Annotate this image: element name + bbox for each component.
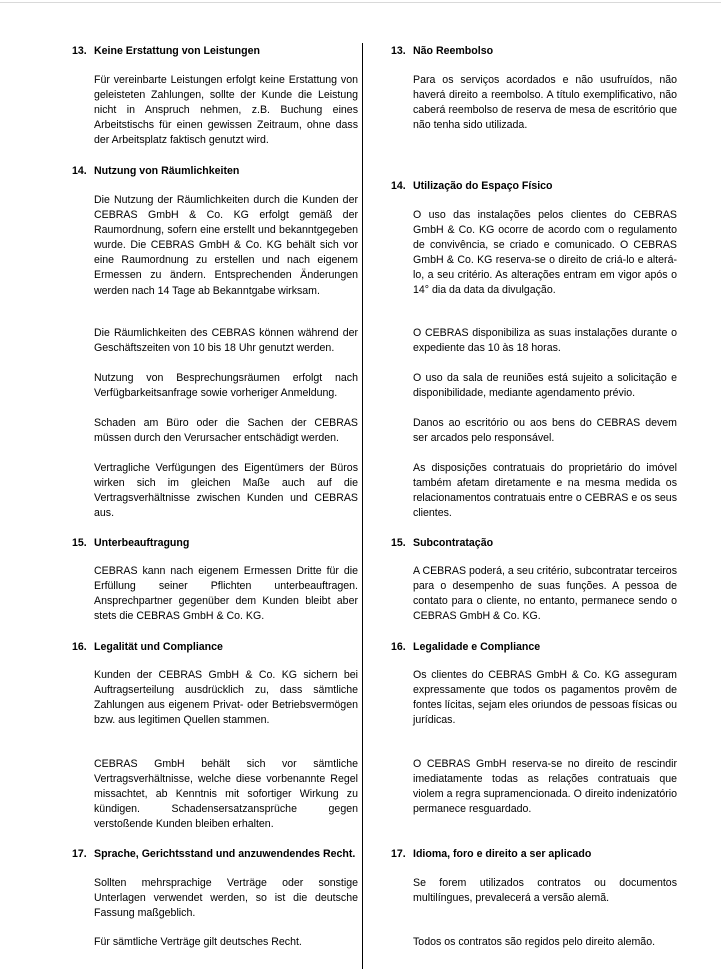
paragraph-17-de-1: Sollten mehrsprachige Verträge oder sonstige Unterlagen verwendet werden, so ist die deutsche Fassung maßgeblich. <box>94 877 358 920</box>
section-number: 17. <box>72 848 87 860</box>
section-title: Subcontratação <box>413 537 494 549</box>
section-number: 13. <box>391 45 406 57</box>
paragraph-14-de-4: Schaden am Büro oder die Sachen der CEBRAS müssen durch den Verursacher entschädigt werden. <box>94 417 358 445</box>
section-number: 13. <box>72 45 87 57</box>
section-number: 14. <box>72 165 87 177</box>
paragraph-14-pt-4: Danos ao escritório ou aos bens do CEBRAS devem ser arcados pelo responsável. <box>413 417 677 445</box>
section-number: 16. <box>72 641 87 653</box>
section-heading-17-de <box>72 848 358 861</box>
section-heading-15-pt <box>391 537 677 550</box>
paragraph-13-de-1: Für vereinbarte Leistungen erfolgt keine Erstattung von geleisteten Zahlungen, sollte der Kunde die Leistung nicht in Anspruch nehmen, z.B. Buchung eines Arbeitstischs für einen gewissen Zeitraum, ohne dass der Arbeitsplatz faktisch genutzt wird. <box>94 74 358 147</box>
paragraph-14-de-2: Die Räumlichkeiten des CEBRAS können während der Geschäftszeiten von 10 bis 18 Uhr genutzt werden. <box>94 327 358 355</box>
section-title: Keine Erstattung von Leistungen <box>94 45 260 57</box>
paragraph-16-de-2: CEBRAS GmbH behält sich vor sämtliche Vertragsverhältnisse, welche diese vorbenannte Regel missachtet, ab Kenntnis mit sofortiger Wirkung zu kündigen. Schadensersatzansprüche gegen verstoßende Kunden bleiben erhalten. <box>94 758 358 831</box>
page-top-border <box>0 2 721 3</box>
paragraph-15-de-1: CEBRAS kann nach eigenem Ermessen Dritte für die Erfüllung seiner Pflichten unterbeauftragen. Ansprechpartner gegenüber dem Kunden bleibt aber stets die CEBRAS GmbH & Co. KG. <box>94 565 358 623</box>
section-number: 17. <box>391 848 406 860</box>
section-number: 15. <box>72 537 87 549</box>
paragraph-15-pt-1: A CEBRAS poderá, a seu critério, subcontratar terceiros para o desempenho de suas funções. A pessoa de contato para o cliente, no entanto, permanece sendo o CEBRAS GmbH & Co. KG. <box>413 565 677 623</box>
column-divider <box>362 43 363 969</box>
paragraph-17-pt-2: Todos os contratos são regidos pelo direito alemão. <box>413 936 656 948</box>
section-title: Unterbeauftragung <box>94 537 190 549</box>
paragraph-17-pt-1: Se forem utilizados contratos ou documentos multilíngues, prevalecerá a versão alemã. <box>413 877 677 905</box>
section-number: 16. <box>391 641 406 653</box>
section-number: 14. <box>391 180 406 192</box>
paragraph-14-de-3: Nutzung von Besprechungsräumen erfolgt nach Verfügbarkeitsanfrage sowie vorheriger Anmeldung. <box>94 372 358 400</box>
section-title: Legalität und Compliance <box>94 641 223 653</box>
paragraph-17-de-2: Für sämtliche Verträge gilt deutsches Recht. <box>94 936 302 948</box>
section-heading-13-de <box>72 45 358 58</box>
paragraph-14-pt-3: O uso da sala de reuniões está sujeito a solicitação e disponibilidade, mediante agendamento prévio. <box>413 372 677 400</box>
section-title: Utilização do Espaço Físico <box>413 180 553 192</box>
section-heading-16-pt <box>391 641 677 654</box>
section-heading-14-de <box>72 165 358 178</box>
section-heading-14-pt <box>391 180 677 193</box>
section-heading-17-pt <box>391 848 677 861</box>
section-heading-16-de <box>72 641 358 654</box>
paragraph-14-pt-1: O uso das instalações pelos clientes do CEBRAS GmbH & Co. KG ocorre de acordo com o regulamento de convivência, se criado e comunicado. O CEBRAS GmbH & Co. KG reserva-se o direito de criá-lo e alterá-lo, a seu critério. As alterações entram em vigor após o 14° dia da data da divulgação. <box>413 209 677 297</box>
paragraph-16-de-1: Kunden der CEBRAS GmbH & Co. KG sichern bei Auftragserteilung ausdrücklich zu, dass sämtliche Zahlungen aus eigenem Privat- oder Betriebsvermögen bzw. aus legitimen Quellen stammen. <box>94 669 358 727</box>
section-title: Sprache, Gerichtsstand und anzuwendendes Recht. <box>94 848 356 860</box>
paragraph-14-pt-2: O CEBRAS disponibiliza as suas instalações durante o expediente das 10 às 18 horas. <box>413 327 677 355</box>
section-title: Idioma, foro e direito a ser aplicado <box>413 848 592 860</box>
paragraph-16-pt-1: Os clientes do CEBRAS GmbH & Co. KG asseguram expressamente que todos os pagamentos provêm de fontes lícitas, sejam eles oriundos de pessoas físicas ou jurídicas. <box>413 669 677 727</box>
paragraph-14-de-5: Vertragliche Verfügungen des Eigentümers der Büros wirken sich im gleichen Maße auch auf die Vertragsverhältnisse zwischen Kunden und CEBRAS aus. <box>94 462 358 520</box>
section-title: Não Reembolso <box>413 45 494 57</box>
paragraph-14-pt-5: As disposições contratuais do proprietário do imóvel também afetam diretamente e na mesma medida os relacionamentos contratuais entre o CEBRAS e os seus clientes. <box>413 462 677 520</box>
paragraph-13-pt-1: Para os serviços acordados e não usufruídos, não haverá direito a reembolso. A título exemplificativo, não caberá reembolso de reserva de mesa de escritório que não tenha sido utilizada. <box>413 74 677 132</box>
section-title: Legalidade e Compliance <box>413 641 541 653</box>
paragraph-16-pt-2: O CEBRAS GmbH reserva-se no direito de rescindir imediatamente todas as relações contratuais que violem a regra supramencionada. O direito indenizatório permanece resguardado. <box>413 758 677 816</box>
paragraph-14-de-1: Die Nutzung der Räumlichkeiten durch die Kunden der CEBRAS GmbH & Co. KG erfolgt gemäß der Raumordnung, sofern eine erstellt und bekanntgegeben wurde. Die CEBRAS GmbH & Co. KG behält sich vor eine Raumordnung zu erstellen und nach eigenem Ermessen zu ändern. Entsprechenden Änderungen werden nach 14 Tage ab Bekanntgabe wirksam. <box>94 194 358 297</box>
section-heading-15-de <box>72 537 358 550</box>
section-heading-13-pt <box>391 45 677 58</box>
section-number: 15. <box>391 537 406 549</box>
section-title: Nutzung von Räumlichkeiten <box>94 165 240 177</box>
